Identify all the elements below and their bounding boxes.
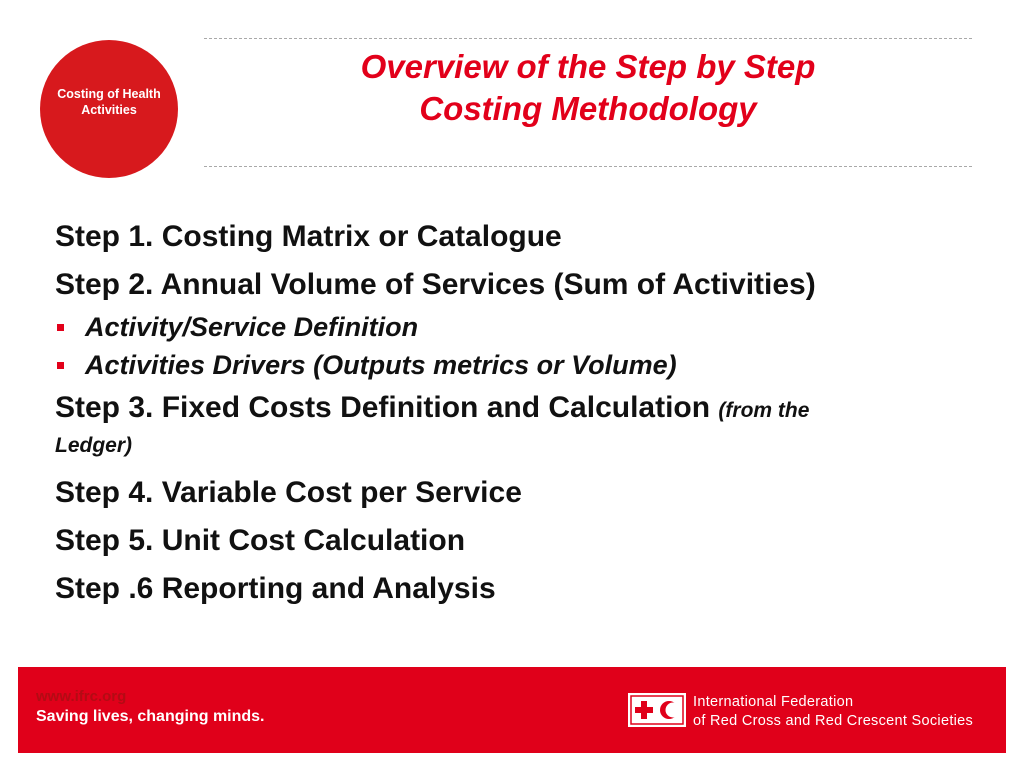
step-2-bullet-2: [55, 348, 955, 382]
step-2-bullet-2-text: Activities Drivers (Outputs metrics or Volume): [85, 350, 677, 380]
topic-badge: [40, 40, 178, 178]
step-2-bullet-1: [55, 310, 955, 344]
steps-list: [55, 220, 955, 620]
slide-title-line-2: Costing Methodology: [419, 90, 757, 127]
step-3-text: Step 3. Fixed Costs Definition and Calculation: [55, 391, 711, 424]
footer-tagline: Saving lives, changing minds.: [36, 708, 265, 725]
step-6: Step .6 Reporting and Analysis: [55, 572, 496, 605]
step-2-bullet-1-text: Activity/Service Definition: [85, 312, 419, 342]
organization-name-line-1: International Federation: [693, 694, 854, 710]
step-1: Step 1. Costing Matrix or Catalogue: [55, 220, 562, 253]
footer-url-link[interactable]: www.ifrc.org: [36, 688, 127, 705]
footer-bar: [18, 667, 1006, 753]
step-3-note: (from the: [718, 399, 810, 422]
square-bullet-icon: [57, 362, 64, 369]
square-bullet-icon: [57, 324, 64, 331]
slide-title-line-1: Overview of the Step by Step: [360, 48, 816, 85]
step-2: Step 2. Annual Volume of Services (Sum of Activities): [55, 268, 816, 301]
organization-name-line-2: of Red Cross and Red Crescent Societies: [693, 713, 974, 729]
step-4: Step 4. Variable Cost per Service: [55, 476, 522, 509]
slide-title: [204, 46, 972, 130]
title-top-rule: [204, 38, 972, 39]
title-bottom-rule: [204, 166, 972, 167]
step-3: [55, 392, 955, 462]
step-5: Step 5. Unit Cost Calculation: [55, 524, 466, 557]
red-cross-red-crescent-logo-icon: [628, 693, 686, 727]
organization-name: [693, 693, 973, 731]
badge-label: Costing of Health Activities: [57, 87, 161, 117]
step-3-note-continued: Ledger): [55, 434, 133, 457]
